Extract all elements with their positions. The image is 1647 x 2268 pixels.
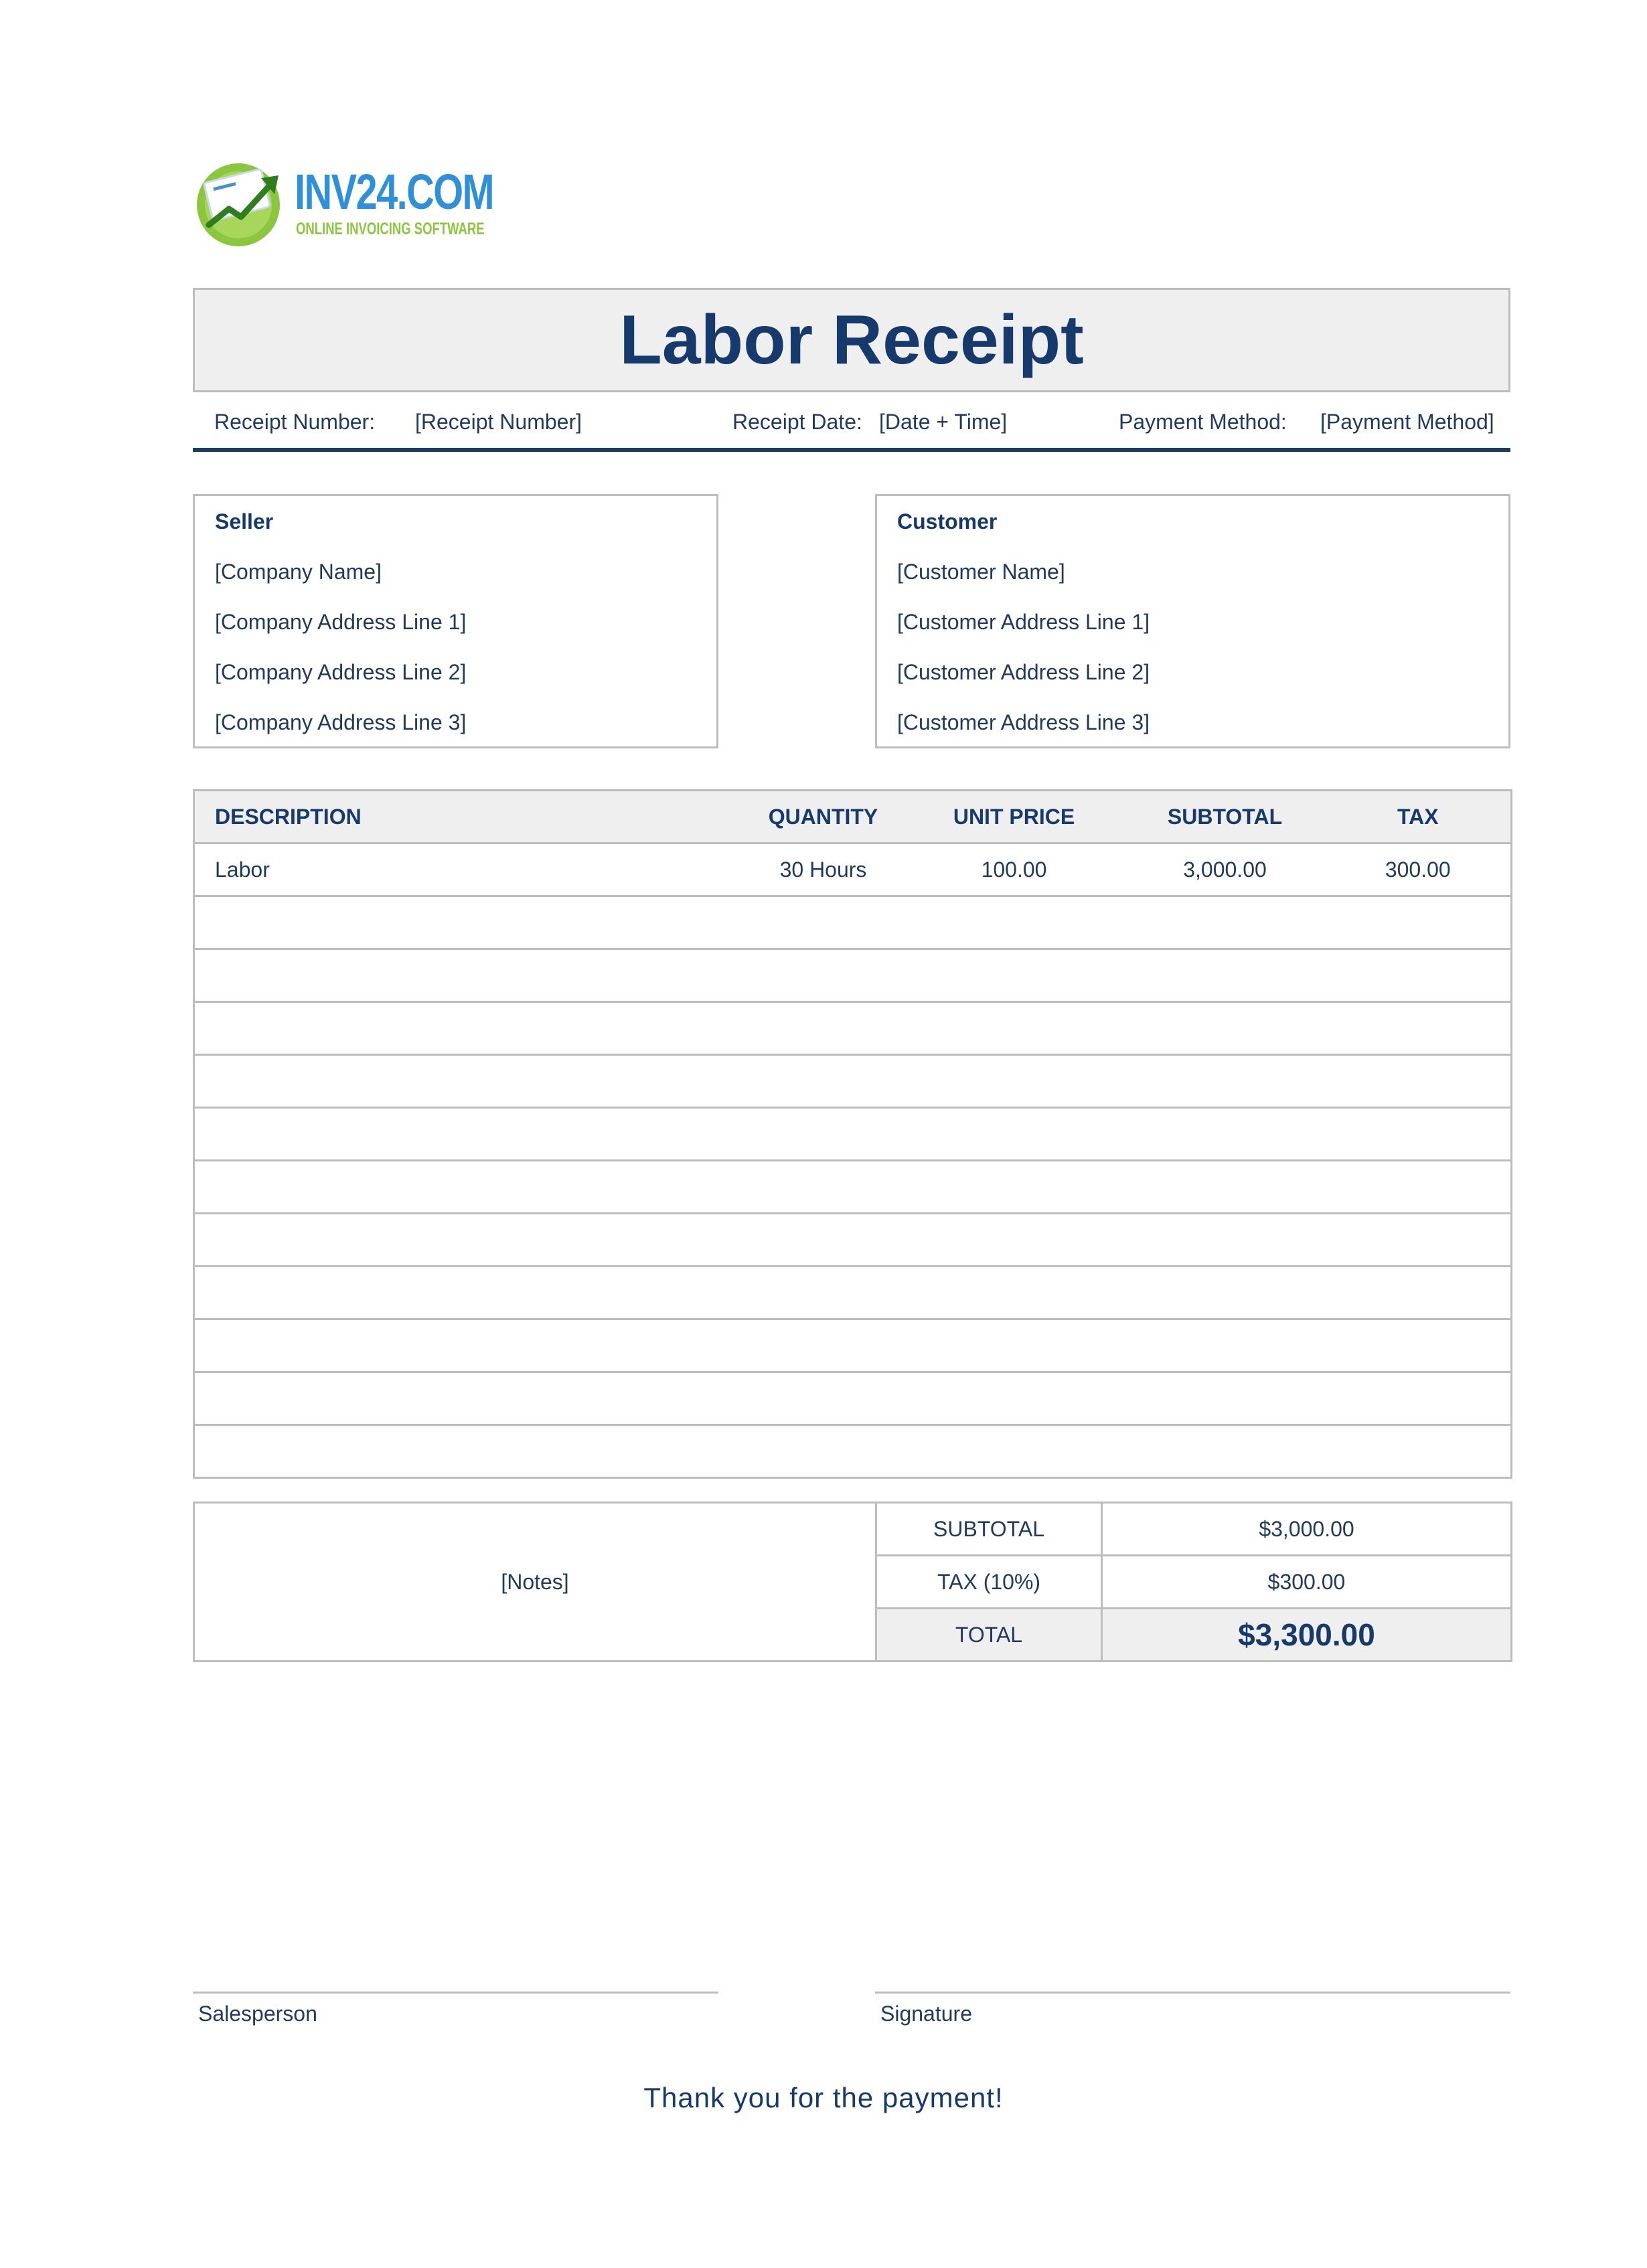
customer-address-line-2: [Customer Address Line 2] [897,660,1150,684]
total-label: TOTAL [876,1609,1102,1662]
cell-description [194,1425,743,1478]
header-subtotal: SUBTOTAL [1125,791,1326,843]
totals-table [193,1502,1512,1662]
table-row [194,1161,1512,1214]
cell-tax [1326,1002,1512,1055]
cell-description [194,1372,743,1425]
logo-brand-text: INV24.COM [295,164,494,220]
table-row [194,1425,1512,1478]
table-row [194,1214,1512,1267]
cell-unit-price [904,1108,1125,1161]
items-header-row [194,791,1512,843]
total-value: $3,300.00 [1102,1609,1512,1662]
cell-description [194,1055,743,1108]
seller-box [193,494,718,748]
cell-quantity [743,1425,904,1478]
header-divider [193,448,1510,452]
seller-address-line-2: [Company Address Line 2] [215,660,467,684]
receipt-number-label: Receipt Number: [214,410,376,434]
page-title: Labor Receipt [619,301,1084,379]
cell-tax [1326,1425,1512,1478]
cell-tax [1326,1372,1512,1425]
cell-description [194,1267,743,1319]
seller-address-line-3: [Company Address Line 3] [215,710,467,734]
table-row [194,896,1512,949]
subtotal-value: $3,000.00 [1102,1503,1512,1556]
cell-subtotal [1125,949,1326,1002]
cell-tax [1326,1161,1512,1214]
receipt-date-label: Receipt Date: [732,410,862,434]
notes-cell: [Notes] [194,1503,876,1662]
subtotal-row [194,1503,1512,1556]
cell-quantity [743,1372,904,1425]
cell-subtotal: 3,000.00 [1125,843,1326,896]
seller-company-name: [Company Name] [215,560,382,584]
cell-subtotal [1125,1372,1326,1425]
cell-quantity [743,949,904,1002]
cell-description [194,949,743,1002]
cell-unit-price [904,1214,1125,1267]
cell-subtotal [1125,1108,1326,1161]
tax-value: $300.00 [1102,1556,1512,1609]
cell-tax [1326,1267,1512,1319]
cell-tax: 300.00 [1326,843,1512,896]
cell-tax [1326,1108,1512,1161]
customer-address-line-1: [Customer Address Line 1] [897,610,1150,634]
cell-quantity [743,1319,904,1372]
seller-heading: Seller [215,509,274,534]
cell-unit-price [904,1372,1125,1425]
customer-box [875,494,1510,748]
cell-tax [1326,1214,1512,1267]
header-tax: TAX [1326,791,1512,843]
customer-name: [Customer Name] [897,560,1065,584]
invoice-growth-arrow-icon [194,155,288,249]
cell-tax [1326,1319,1512,1372]
table-row [194,1002,1512,1055]
table-row [194,1372,1512,1425]
cell-quantity [743,1267,904,1319]
title-band [193,288,1510,392]
cell-quantity [743,1214,904,1267]
cell-quantity [743,1161,904,1214]
cell-unit-price: 100.00 [904,843,1125,896]
table-row [194,1055,1512,1108]
customer-heading: Customer [897,509,998,534]
customer-address-line-3: [Customer Address Line 3] [897,710,1150,734]
cell-description: Labor [194,843,743,896]
salesperson-label: Salesperson [198,2002,317,2026]
cell-subtotal [1125,1002,1326,1055]
cell-quantity [743,1055,904,1108]
cell-unit-price [904,1425,1125,1478]
cell-description [194,1319,743,1372]
items-table [193,789,1512,1479]
cell-description [194,1161,743,1214]
cell-quantity [743,1108,904,1161]
thank-you-message: Thank you for the payment! [643,2082,1004,2113]
table-row [194,949,1512,1002]
cell-unit-price [904,1267,1125,1319]
cell-tax [1326,1055,1512,1108]
cell-quantity: 30 Hours [743,843,904,896]
tax-label: TAX (10%) [876,1556,1102,1609]
signature-label: Signature [880,2002,972,2026]
receipt-date-value: [Date + Time] [879,410,1008,434]
cell-subtotal [1125,1161,1326,1214]
table-row [194,1319,1512,1372]
cell-subtotal [1125,1425,1326,1478]
cell-description [194,1214,743,1267]
seller-address-line-1: [Company Address Line 1] [215,610,467,634]
cell-description [194,1108,743,1161]
header-quantity: QUANTITY [743,791,904,843]
receipt-number-value: [Receipt Number] [415,410,582,434]
cell-subtotal [1125,1267,1326,1319]
cell-unit-price [904,1002,1125,1055]
cell-unit-price [904,896,1125,949]
salesperson-signature-line [193,1992,718,1994]
subtotal-label: SUBTOTAL [876,1503,1102,1556]
cell-unit-price [904,1319,1125,1372]
cell-subtotal [1125,896,1326,949]
header-unit-price: UNIT PRICE [904,791,1125,843]
cell-subtotal [1125,1319,1326,1372]
cell-subtotal [1125,1214,1326,1267]
logo-tagline: ONLINE INVOICING SOFTWARE [296,220,485,238]
cell-tax [1326,896,1512,949]
payment-method-value: [Payment Method] [1320,410,1494,434]
payment-method-label: Payment Method: [1119,410,1287,434]
cell-unit-price [904,1055,1125,1108]
cell-quantity [743,1002,904,1055]
header-description: DESCRIPTION [194,791,743,843]
cell-description [194,1002,743,1055]
cell-unit-price [904,1161,1125,1214]
table-row [194,1108,1512,1161]
customer-signature-line [875,1992,1510,1994]
cell-description [194,896,743,949]
cell-unit-price [904,949,1125,1002]
cell-quantity [743,896,904,949]
company-logo [194,155,494,249]
cell-tax [1326,949,1512,1002]
cell-subtotal [1125,1055,1326,1108]
table-row [194,1267,1512,1319]
table-row [194,843,1512,896]
